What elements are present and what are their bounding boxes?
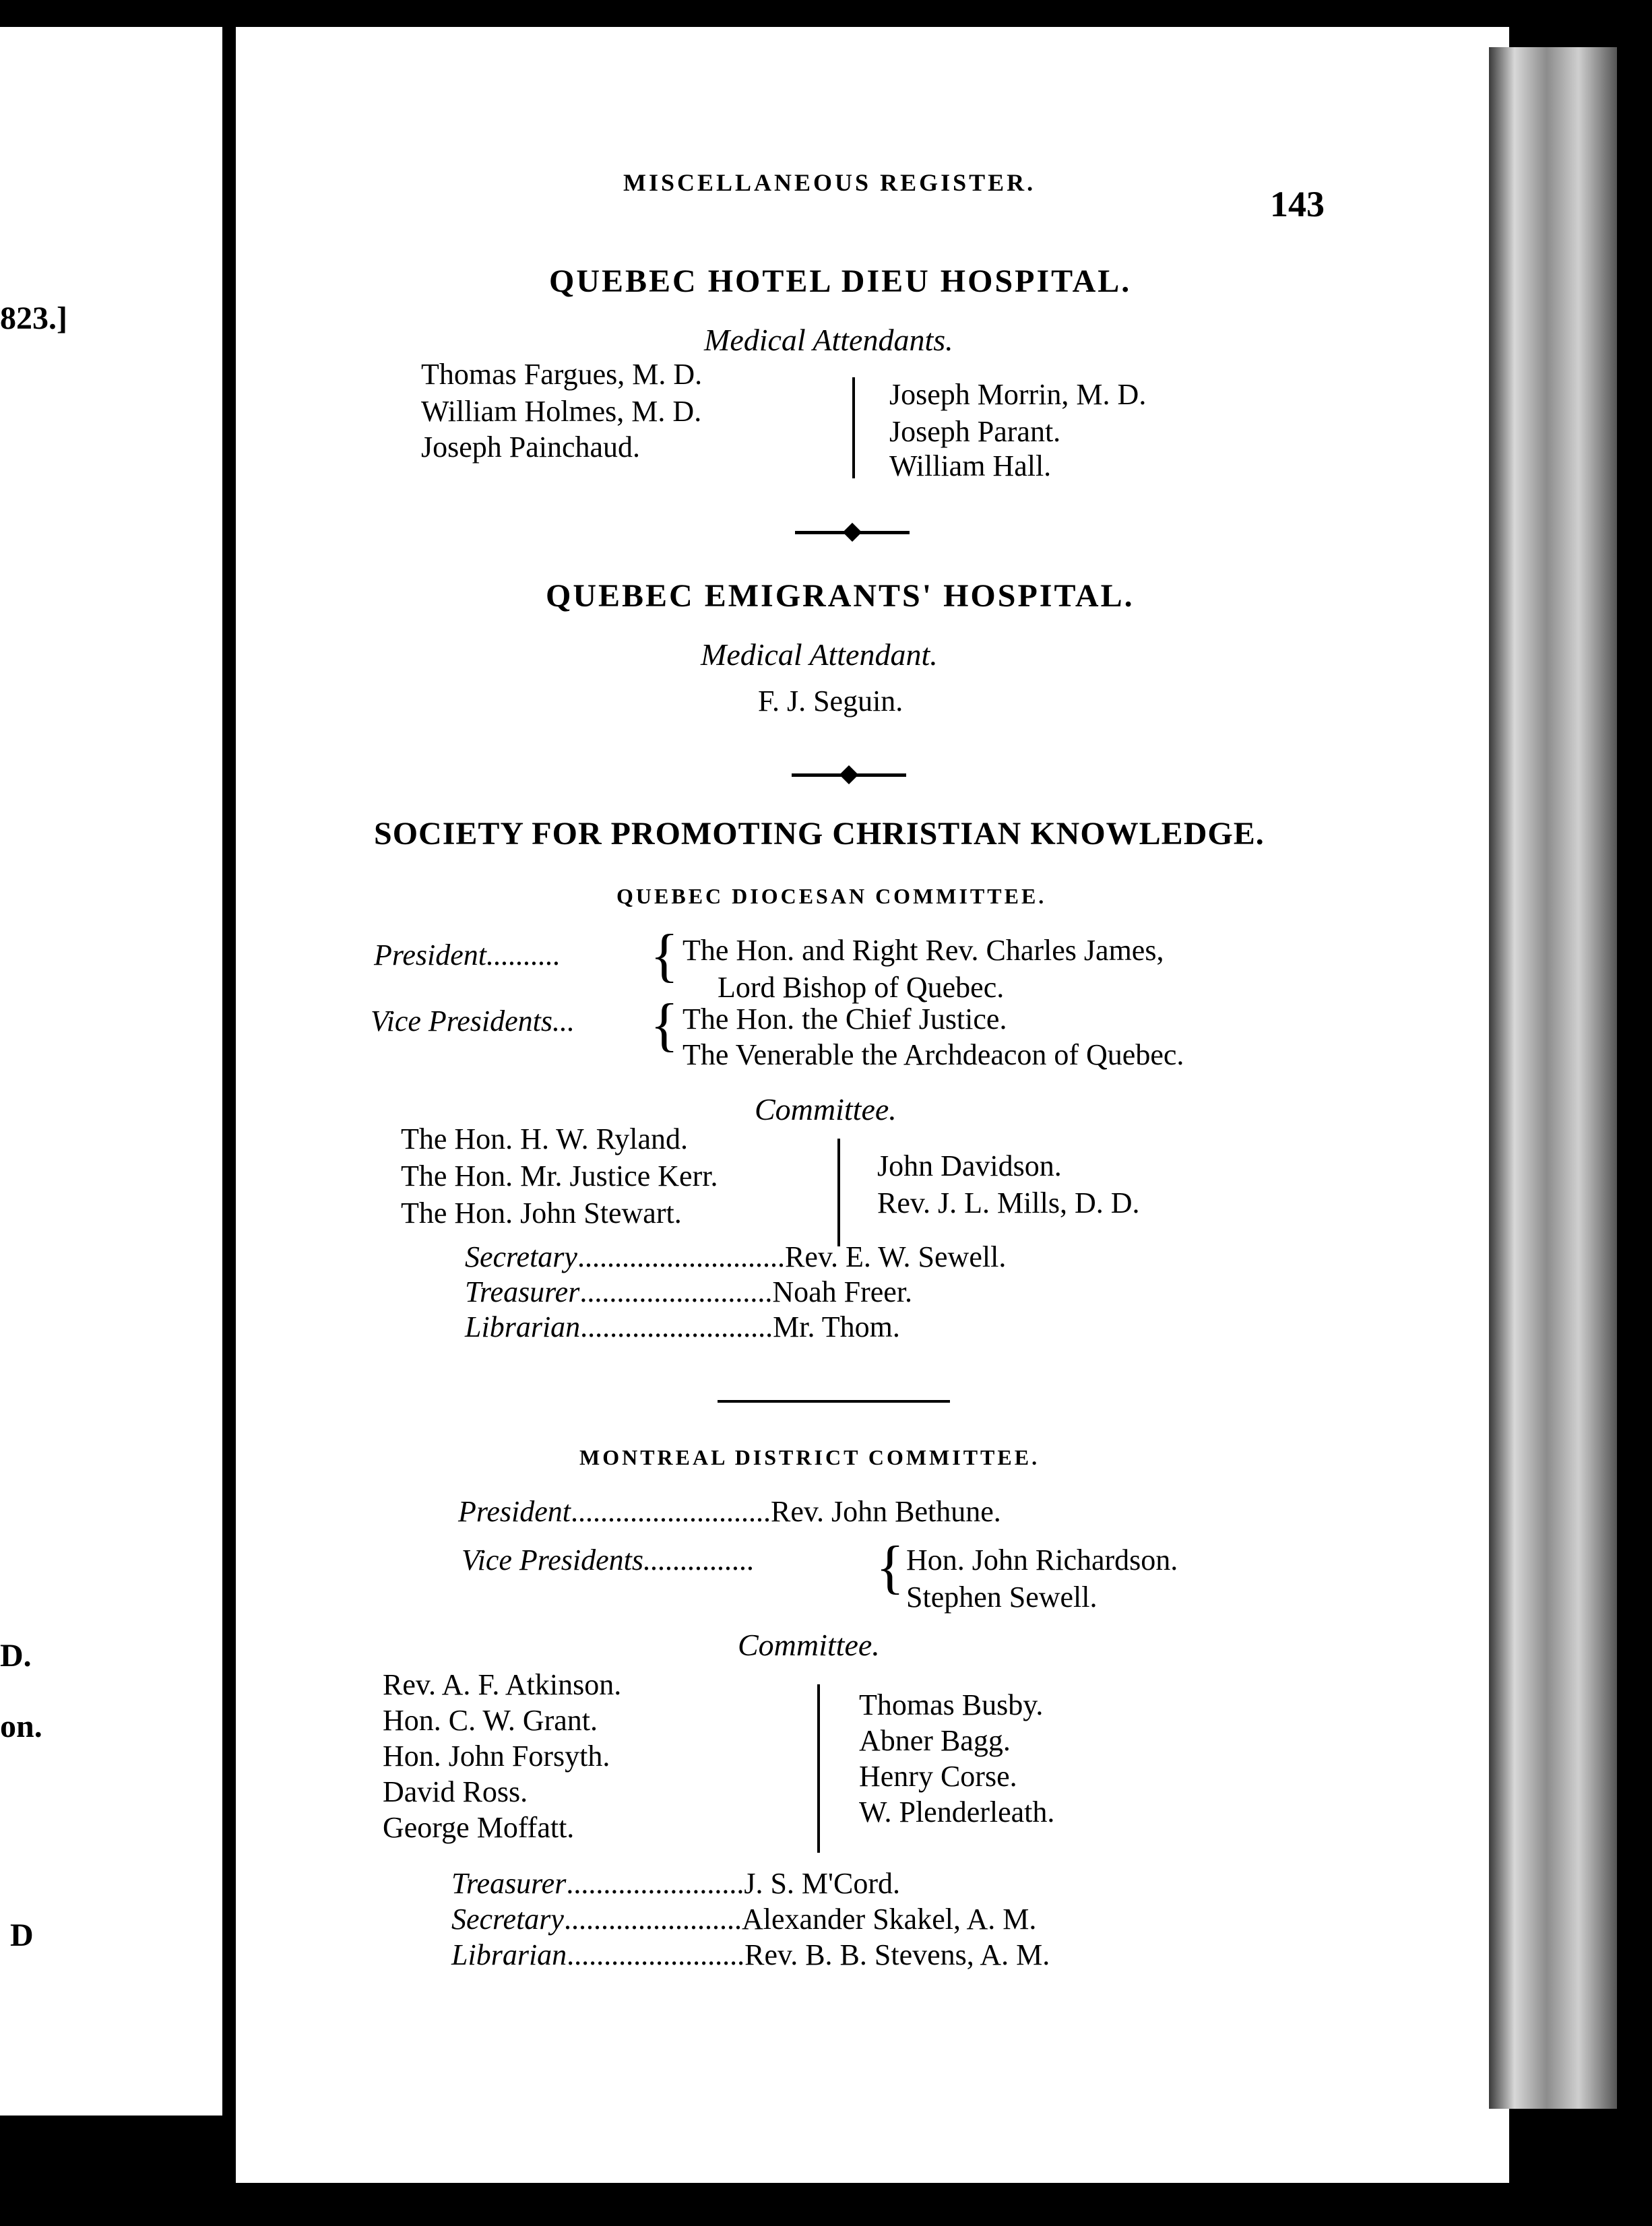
section-title-emigrants: QUEBEC EMIGRANTS' HOSPITAL.: [546, 578, 1135, 614]
section-subtitle-hotel-dieu: Medical Attendants.: [704, 323, 953, 357]
office-label: President..........: [374, 939, 561, 972]
page-edge: [1489, 47, 1617, 2109]
officer-line: Librarian..........................Mr. Thom.: [465, 1310, 900, 1343]
column-divider: [837, 1139, 840, 1246]
committee-member: Rev. A. F. Atkinson.: [383, 1668, 622, 1701]
committee-member: The Hon. John Stewart.: [401, 1197, 682, 1230]
committee-heading: Committee.: [755, 1092, 897, 1126]
page-number: 143: [1270, 184, 1325, 224]
left-page-fragment: D.: [0, 1638, 32, 1674]
president-name: Lord Bishop of Quebec.: [718, 971, 1005, 1004]
brace: {: [876, 1535, 905, 1600]
column-divider: [852, 377, 855, 478]
section-title-spck: SOCIETY FOR PROMOTING CHRISTIAN KNOWLEDGE.: [374, 816, 1265, 852]
officer-line: Librarian........................Rev. B. B. Stevens, A. M.: [451, 1938, 1050, 1971]
president-name: The Hon. and Right Rev. Charles James,: [682, 934, 1164, 967]
committee-member: David Ross.: [383, 1775, 528, 1808]
section-title-montreal: MONTREAL DISTRICT COMMITTEE.: [579, 1445, 1040, 1469]
officer-line: Secretary........................Alexander Skakel, A. M.: [451, 1903, 1037, 1936]
left-page-fragment: 823.]: [0, 300, 67, 336]
attendant-name: Thomas Fargues, M. D.: [421, 358, 703, 391]
committee-member: Hon. John Forsyth.: [383, 1740, 610, 1773]
attendant-name: Joseph Morrin, M. D.: [889, 378, 1147, 411]
vice-president-name: The Venerable the Archdeacon of Quebec.: [682, 1038, 1184, 1071]
officer-line: President...........................Rev. John Bethune.: [458, 1495, 1001, 1528]
attendant-name: William Holmes, M. D.: [421, 395, 702, 428]
section-rule: [718, 1400, 950, 1403]
committee-member: The Hon. Mr. Justice Kerr.: [401, 1159, 718, 1192]
brace: {: [650, 992, 679, 1058]
committee-member: George Moffatt.: [383, 1811, 575, 1844]
vice-president-name: The Hon. the Chief Justice.: [682, 1003, 1007, 1036]
committee-member: Rev. J. L. Mills, D. D.: [877, 1186, 1140, 1219]
brace: {: [650, 923, 679, 988]
committee-member: John Davidson.: [877, 1149, 1062, 1182]
committee-member: Henry Corse.: [859, 1760, 1017, 1793]
committee-member: W. Plenderleath.: [859, 1795, 1055, 1828]
officer-line: Treasurer..........................Noah Freer.: [465, 1275, 913, 1308]
vice-president-name: Stephen Sewell.: [906, 1581, 1098, 1614]
committee-member: The Hon. H. W. Ryland.: [401, 1122, 688, 1155]
committee-member: Thomas Busby.: [859, 1688, 1044, 1721]
section-subtitle-spck: QUEBEC DIOCESAN COMMITTEE.: [616, 884, 1047, 908]
committee-member: Hon. C. W. Grant.: [383, 1704, 598, 1737]
attendant-name: Joseph Parant.: [889, 415, 1061, 448]
attendant-name: Joseph Painchaud.: [421, 431, 641, 464]
ornamental-divider: [795, 531, 910, 534]
left-page-fragment: D: [10, 1917, 34, 1953]
left-page-fragment: on.: [0, 1709, 42, 1744]
running-head: MISCELLANEOUS REGISTER.: [623, 169, 1036, 196]
vice-president-name: Hon. John Richardson.: [906, 1544, 1178, 1577]
book-spine: [222, 20, 236, 2116]
officer-line: Secretary............................Rev. E. W. Sewell.: [465, 1240, 1007, 1273]
committee-member: Abner Bagg.: [859, 1724, 1011, 1757]
section-subtitle-emigrants: Medical Attendant.: [701, 637, 938, 672]
left-page: [0, 27, 222, 2116]
ornamental-divider: [792, 773, 906, 777]
office-label: Vice Presidents...: [371, 1005, 575, 1038]
column-divider: [817, 1684, 820, 1853]
attendant-name: William Hall.: [889, 449, 1052, 482]
committee-heading: Committee.: [738, 1628, 880, 1662]
officer-line: Treasurer........................J. S. M'Cord.: [451, 1867, 900, 1900]
attendant-name: F. J. Seguin.: [758, 685, 903, 718]
section-title-hotel-dieu: QUEBEC HOTEL DIEU HOSPITAL.: [549, 263, 1132, 299]
office-label: Vice Presidents...............: [462, 1544, 755, 1577]
